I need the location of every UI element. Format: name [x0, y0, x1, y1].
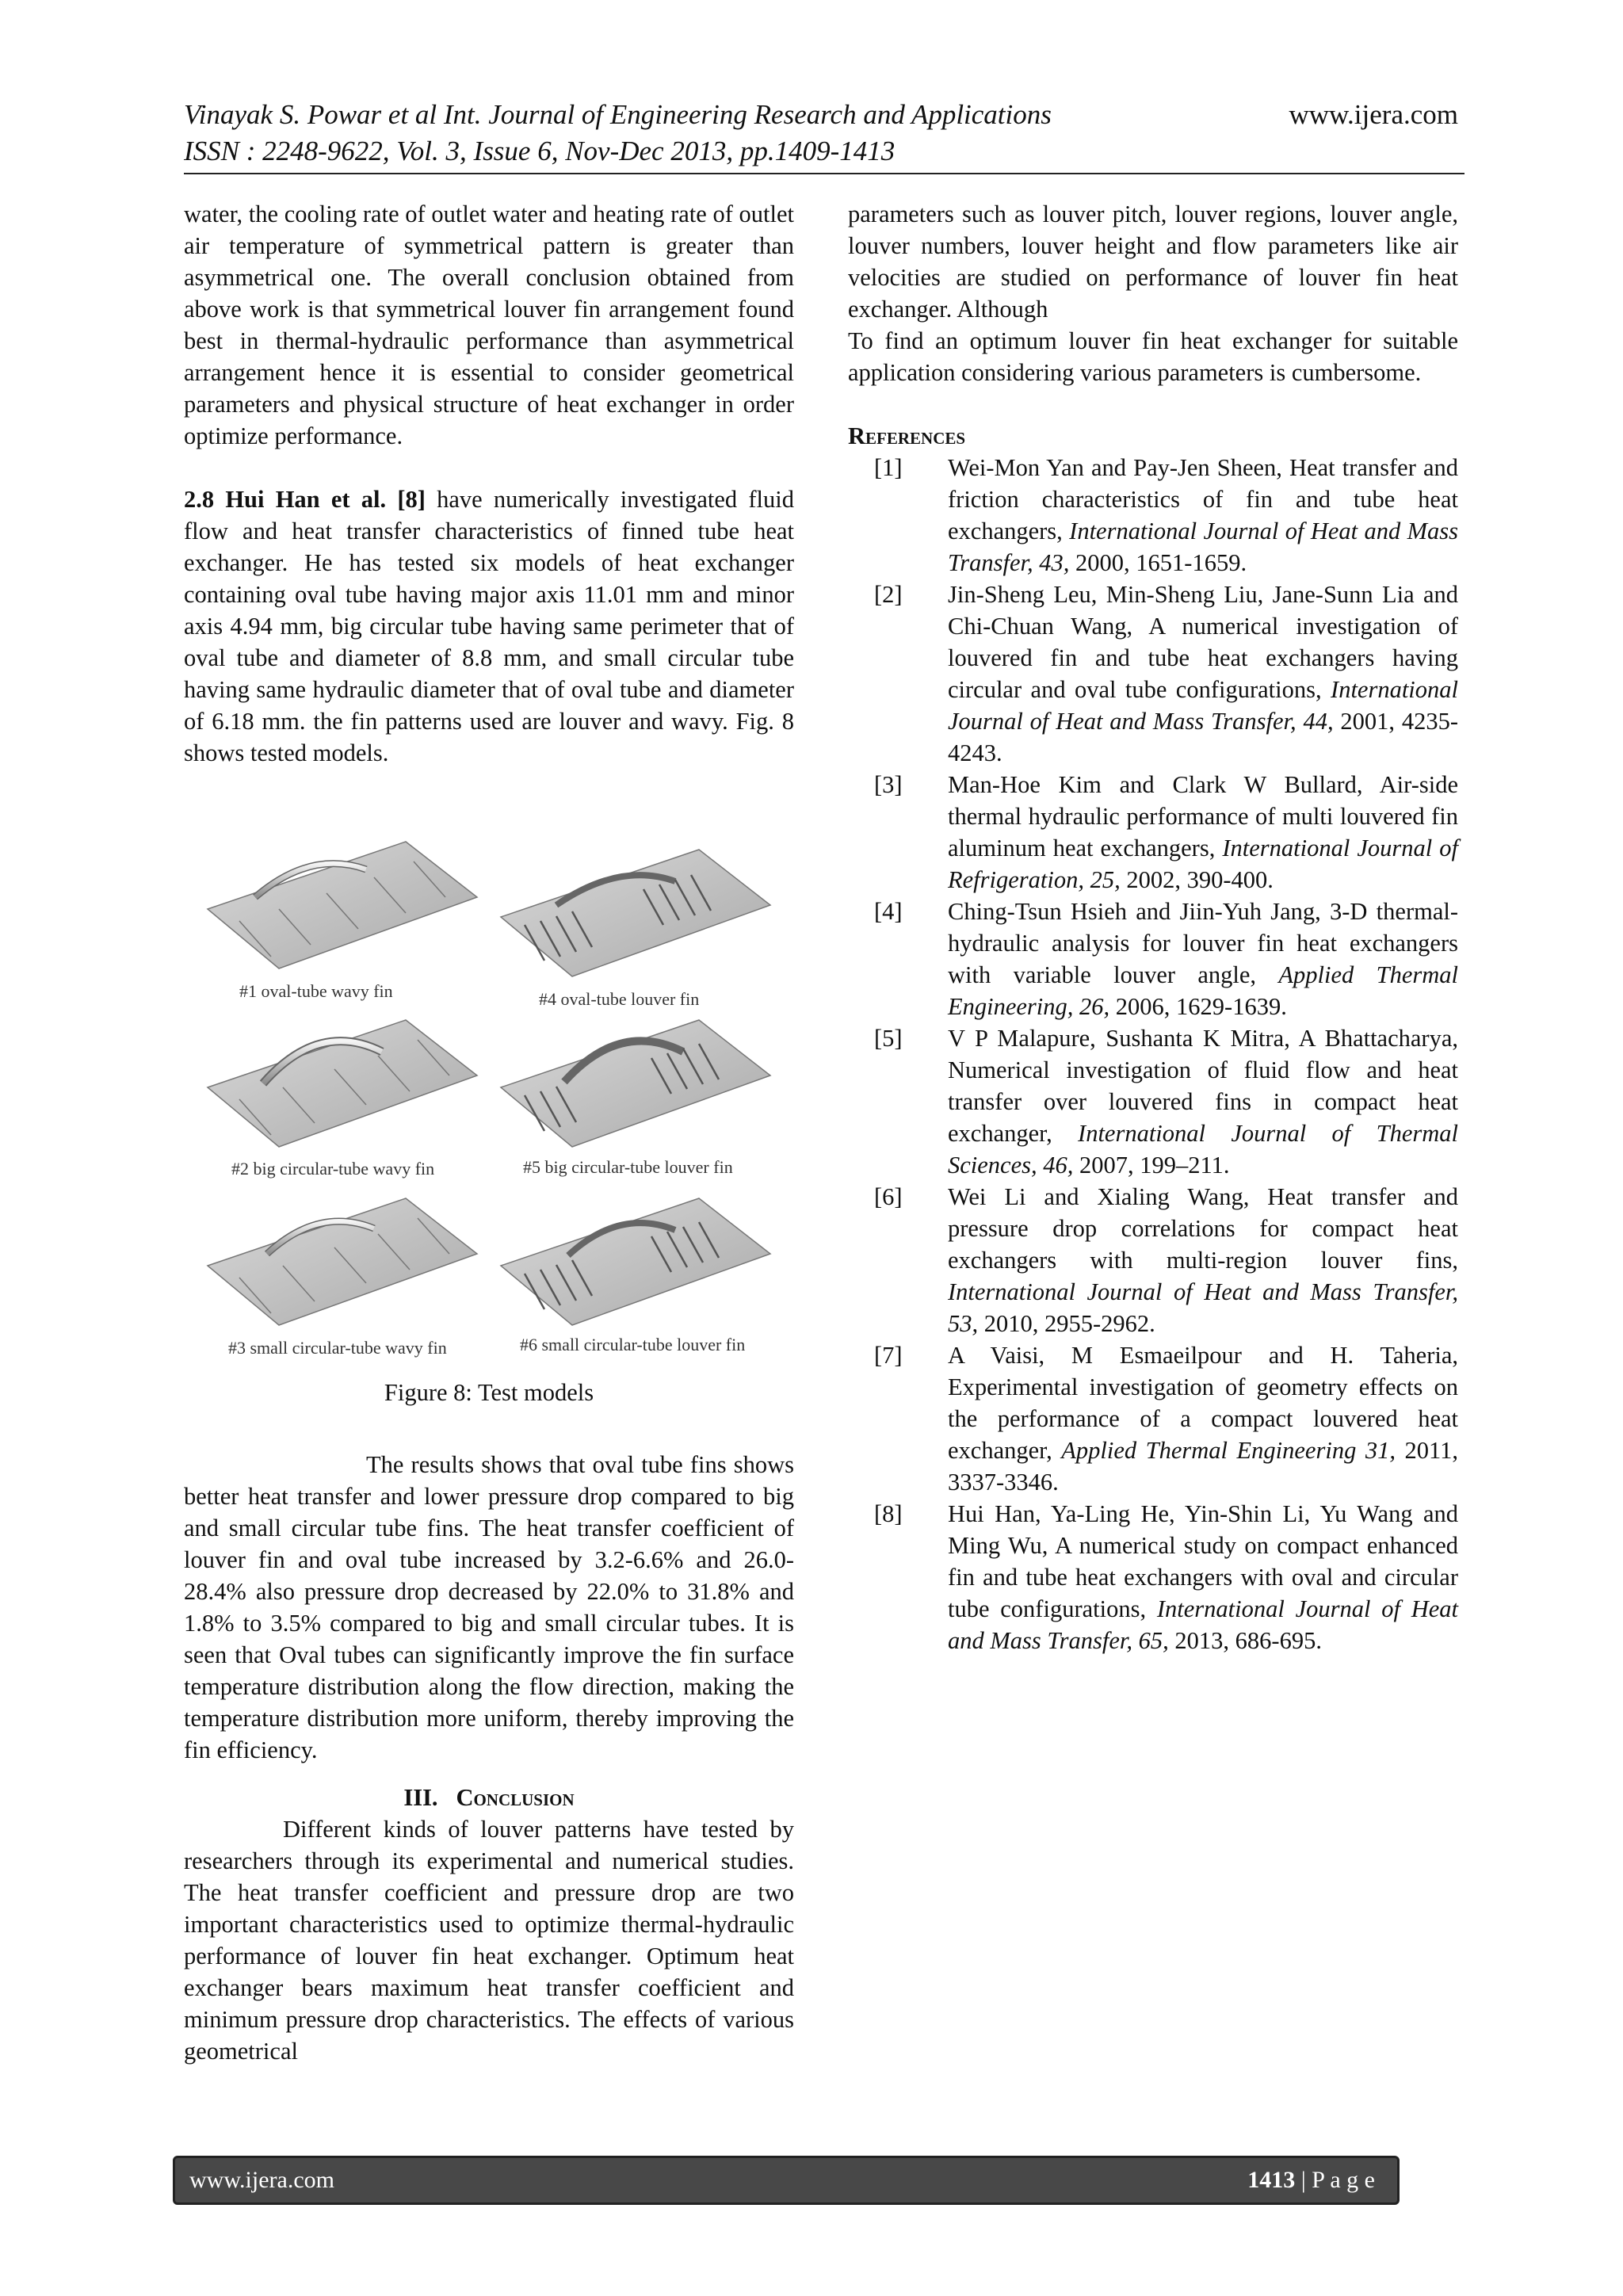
- section-title: Conclusion: [456, 1784, 575, 1811]
- model-1-wavy-fin-image: [208, 842, 477, 968]
- figure-label-5: #5 big circular-tube louver fin: [523, 1157, 733, 1177]
- paragraph-results: The results shows that oval tube fins shows better heat transfer and lower pressure drop compared to big and small circular tube fins. The heat transfer coefficient of louver fin and oval tube increased by 3.2-6.6% and 26.0-28.4% also pressure drop decreased by 22.0% to 31.8% and 1.8% to 3.5% compared to big and small circular tubes. It is seen that Oval tubes can significantly improve the fin surface temperature distribution along the flow direction, making the temperature distribution more uniform, thereby improving the fin efficiency.: [184, 1451, 794, 1763]
- paragraph-cumbersome: To find an optimum louver fin heat exchanger for suitable application considering various parameters is cumbersome.: [848, 327, 1458, 386]
- reference-item: [3] Man-Hoe Kim and Clark W Bullard, Air-side thermal hydraulic performance of multi louvered fin aluminum heat exchangers, International Journal of Refrigeration, 25, 2002, 390-400.: [874, 771, 1458, 893]
- paragraph-continuation-right: parameters such as louver pitch, louver regions, louver angle, louver numbers, louver height and flow parameters like air velocities are studied on performance of louver fin heat exchanger. Although: [848, 201, 1458, 323]
- reference-item: [2] Jin-Sheng Leu, Min-Sheng Liu, Jane-Sunn Lia and Chi-Chuan Wang, A numerical investigation of louvered fin and tube heat exchangers having circular and oval tube configurations, International Journal of Heat and Mass Transfer, 44, 2001, 4235-4243.: [874, 581, 1458, 766]
- reference-item: [7] A Vaisi, M Esmaeilpour and H. Taheria, Experimental investigation of geometry effects on the performance of a compact louvered heat exchanger, Applied Thermal Engineering 31, 2011, 3337-3346.: [874, 1342, 1458, 1496]
- test-models-illustration: [200, 834, 786, 1358]
- model-5-louver-fin-image: [501, 1020, 770, 1147]
- reference-item: [6] Wei Li and Xialing Wang, Heat transfer and pressure drop correlations for compact heat exchangers with multi-region louver fins, International Journal of Heat and Mass Transfer, 53, 2010, 2955-2962.: [874, 1183, 1458, 1337]
- left-column-lower: [184, 1449, 794, 2067]
- model-4-louver-fin-image: [501, 850, 770, 976]
- header-rule: [184, 173, 1465, 174]
- header-site-link[interactable]: www.ijera.com: [1289, 99, 1458, 130]
- figure-label-4: #4 oval-tube louver fin: [539, 989, 700, 1009]
- model-2-wavy-fin-image: [208, 1020, 477, 1147]
- reference-item: [8] Hui Han, Ya-Ling He, Yin-Shin Li, Yu Wang and Ming Wu, A numerical study on compact enhanced fin and tube heat exchangers with oval and circular tube configurations, International Journal of Heat and Mass Transfer, 65, 2013, 686-695.: [874, 1500, 1458, 1654]
- paragraph-hui-han: 2.8 Hui Han et al. [8] have numerically investigated fluid flow and heat transfer characteristics of finned tube heat exchanger. He has tested six models of heat exchanger containing oval tube having major axis 11.01 mm and minor axis 4.94 mm, big circular tube having same perimeter that of oval tube and diameter of 8.8 mm, and small circular tube having same hydraulic diameter that of oval tube and diameter of 6.18 mm. the fin patterns used are louver and wavy. Fig. 8 shows tested models.: [184, 486, 794, 766]
- reference-item: [4] Ching-Tsun Hsieh and Jiin-Yuh Jang, 3-D thermal- hydraulic analysis for louver fin heat exchangers with variable louver angle, Applied Thermal Engineering, 26, 2006, 1629-1639.: [874, 898, 1458, 1020]
- figure-label-2: #2 big circular-tube wavy fin: [231, 1159, 435, 1179]
- section-heading-conclusion: [184, 1782, 794, 1813]
- page-footer: [173, 2156, 1400, 2205]
- right-column: [848, 198, 1458, 1656]
- model-3-wavy-fin-image: [208, 1198, 477, 1325]
- paragraph-conclusion: Different kinds of louver patterns have tested by researchers through its experimental and numerical studies. The heat transfer coefficient and pressure drop are two important characteristics used to optimize thermal-hydraulic performance of louver fin heat exchanger. Optimum heat exchanger bears maximum heat transfer coefficient and minimum pressure drop characteristics. The effects of various geometrical: [184, 1816, 794, 2065]
- footer-site-link[interactable]: www.ijera.com: [189, 2167, 334, 2193]
- page-number: 1413 | P a g e: [1247, 2167, 1375, 2193]
- figure-8: [200, 834, 786, 1358]
- journal-line-1: Vinayak S. Powar et al Int. Journal of Engineering Research and Applications: [184, 99, 1052, 130]
- model-6-louver-fin-image: [501, 1198, 770, 1325]
- figure-label-1: #1 oval-tube wavy fin: [239, 981, 393, 1001]
- subsection-lead: 2.8 Hui Han et al. [8]: [184, 486, 426, 513]
- reference-list: [848, 452, 1458, 1656]
- reference-item: [1] Wei-Mon Yan and Pay-Jen Sheen, Heat transfer and friction characteristics of fin and tube heat exchangers, International Journal of Heat and Mass Transfer, 43, 2000, 1651-1659.: [874, 454, 1458, 576]
- figure-caption: Figure 8: Test models: [384, 1379, 594, 1406]
- figure-label-3: #3 small circular-tube wavy fin: [228, 1338, 447, 1358]
- journal-line-2: ISSN : 2248-9622, Vol. 3, Issue 6, Nov-Dec 2013, pp.1409-1413: [184, 136, 896, 166]
- section-number: III.: [403, 1784, 438, 1811]
- references-heading: References: [848, 422, 966, 449]
- paragraph-continuation: water, the cooling rate of outlet water and heating rate of outlet air temperature of symmetrical pattern is greater than asymmetrical one. The overall conclusion obtained from above work is that symmetrical louver fin arrangement found best in thermal-hydraulic performance than asymmetrical arrangement hence it is essential to consider geometrical parameters and physical structure of heat exchanger in order optimize performance.: [184, 201, 794, 449]
- figure-label-6: #6 small circular-tube louver fin: [520, 1335, 746, 1354]
- reference-item: [5] V P Malapure, Sushanta K Mitra, A Bhattacharya, Numerical investigation of fluid flow and heat transfer over louvered fins in compact heat exchanger, International Journal of Thermal Sciences, 46, 2007, 199–211.: [874, 1025, 1458, 1179]
- left-column: [184, 198, 794, 769]
- journal-citation: [184, 97, 1052, 170]
